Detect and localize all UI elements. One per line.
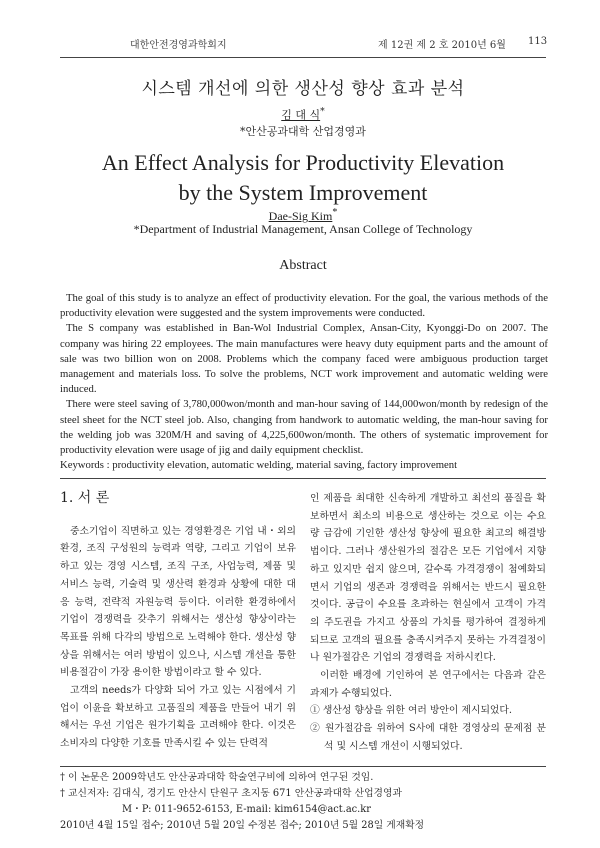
footnote-dates: 2010년 4월 15일 접수; 2010년 5월 20일 수정본 접수; 2010년 5월 28일 게재확정: [60, 820, 425, 831]
korean-title: 시스템 개선에 의한 생산성 향상 효과 분석: [141, 79, 465, 99]
header-rule: [60, 57, 546, 58]
english-affiliation: *Department of Industrial Management, Ansan College of Technology: [133, 222, 473, 236]
footnote-rule: [60, 766, 546, 767]
english-title-line1: An Effect Analysis for Productivity Elevation: [101, 150, 505, 175]
running-header: [0, 36, 600, 52]
list-item: ② 원가절감을 위하여 S사에 대한 경영상의 문제점 분석 및 시스템 개선이 시행되었다.: [310, 723, 546, 752]
body-paragraph: 인 제품을 최대한 신속하게 개발하고 최선의 품질을 확보하면서 최소의 비용으로 생산하는 것으로 이는 수요량 급감에 기인한 생산성 향상에 필요한 최고의 해결방법이다. 그러나 생산원가의 절감은 모든 기업에서 지향하고 있지만 쉽지 않으며, 갈수록 가격경쟁이 첨예화되면서 기업의 생존과 경쟁력을 위해서는 반드시 필요한 것이다. 공급이 수요를 초과하는 현실에서 고객이 가격의 주도권을 가지고 상품의 가치를 평가하여 결정하게 되므로 고객의 필요를 충족시켜주지 못하는 가격결정이나 원가절감은 기업의 경쟁력을 저하시킨다.: [310, 493, 546, 664]
keywords: Keywords : productivity elevation, automatic welding, material saving, factory improvement: [60, 459, 458, 472]
abstract-rule: [60, 478, 546, 479]
page-number: 113: [528, 36, 548, 47]
abstract-paragraph: There were steel saving of 3,780,000won/month and man-hour saving of 144,000won/month by redesign of the steel sheet for the NCT steel job. Also, changing from handwork to automatic welding, the man-hour saving for the welding job was 320M/H and saving of 4,225,600won/month. The others of systematic improvement for productivity elevation were usage of jig and daily equipment checklist.: [60, 398, 548, 457]
body-paragraph: 중소기업이 직면하고 있는 경영환경은 기업 내・외의 환경, 조직 구성원의 능력과 역량, 그리고 기업이 보유하고 있는 경영 시스템, 조직 구조, 사업능력, 제품 및 서비스 능력, 기술력 및 생산력 환경과 상황에 대한 대응 능력, 전략적 자원능력 등이다. 이러한 환경하에서 기업이 경쟁력을 갖추기 위해서는 생산성 향상이라는 목표를 위해 다각의 방법으로 노력해야 한다. 생산성 향상을 위해서는 여러 방법이 있으나, 시스템 개선을 통한 비용절감이 가장 용이한 방법이라고 할 수 있다.: [60, 525, 296, 679]
footnote-funding: † 이 논문은 2009학년도 안산공과대학 학술연구비에 의하여 연구된 것임.: [60, 772, 374, 783]
right-column: [310, 490, 546, 756]
korean-author-name: 김 대 식: [281, 108, 321, 122]
english-author-name: Dae-Sig Kim: [268, 209, 333, 223]
abstract-heading: Abstract: [279, 258, 327, 273]
korean-affiliation: *안산공과대학 산업경영과: [240, 125, 366, 138]
footnote-correspondence: † 교신저자: 김대식, 경기도 안산시 단원구 초지동 671 안산공과대학 산업경영과: [60, 788, 402, 799]
issue-info: 제 12권 제 2 호 2010년 6월: [378, 40, 506, 51]
abstract-paragraph: The S company was established in Ban-Wol Industrial Complex, Ansan-City, Kyonggi-Do on 2007. The company was hiring 22 employees. The main manufactures were heavy duty equipment parts and the amount of sale was two billion won on 2008. Problems which the company faced were ambiguous production target management and materials loss. To solve the problems, NCT work improvement and automatic welding were induced.: [60, 322, 548, 396]
english-title-line2: by the System Improvement: [178, 180, 428, 205]
journal-name: 대한안전경영과학회지: [130, 40, 227, 51]
abstract-body: [60, 291, 548, 473]
english-author-mark: *: [332, 207, 338, 218]
footnotes: [60, 770, 546, 834]
korean-author-mark: *: [320, 106, 325, 117]
left-column: [60, 490, 296, 753]
list-item: ① 생산성 향상을 위한 여러 방안이 제시되었다.: [310, 705, 512, 717]
footnote-contact: M・P: 011-9652-6153, E-mail: kim6154@act.ac.kr: [122, 804, 371, 815]
body-paragraph: 이러한 배경에 기인하여 본 연구에서는 다음과 같은 과제가 수행되었다.: [310, 670, 546, 699]
body-paragraph: 고객의 needs가 다양화 되어 가고 있는 시점에서 기업이 이윤을 확보하고 고품질의 제품을 만들어 내기 위해서는 우선 기업은 원가기획을 고려해야 한다. 이것은 소비자의 다양한 기호를 만족시킬 수 있는 단력적: [60, 685, 296, 750]
section-title: 1. 서 론: [60, 490, 110, 506]
abstract-paragraph: The goal of this study is to analyze an effect of productivity elevation. For the goal, the various methods of the productivity elevation were suggested and the system improvements were conducted.: [60, 292, 548, 320]
korean-author: [60, 106, 546, 123]
